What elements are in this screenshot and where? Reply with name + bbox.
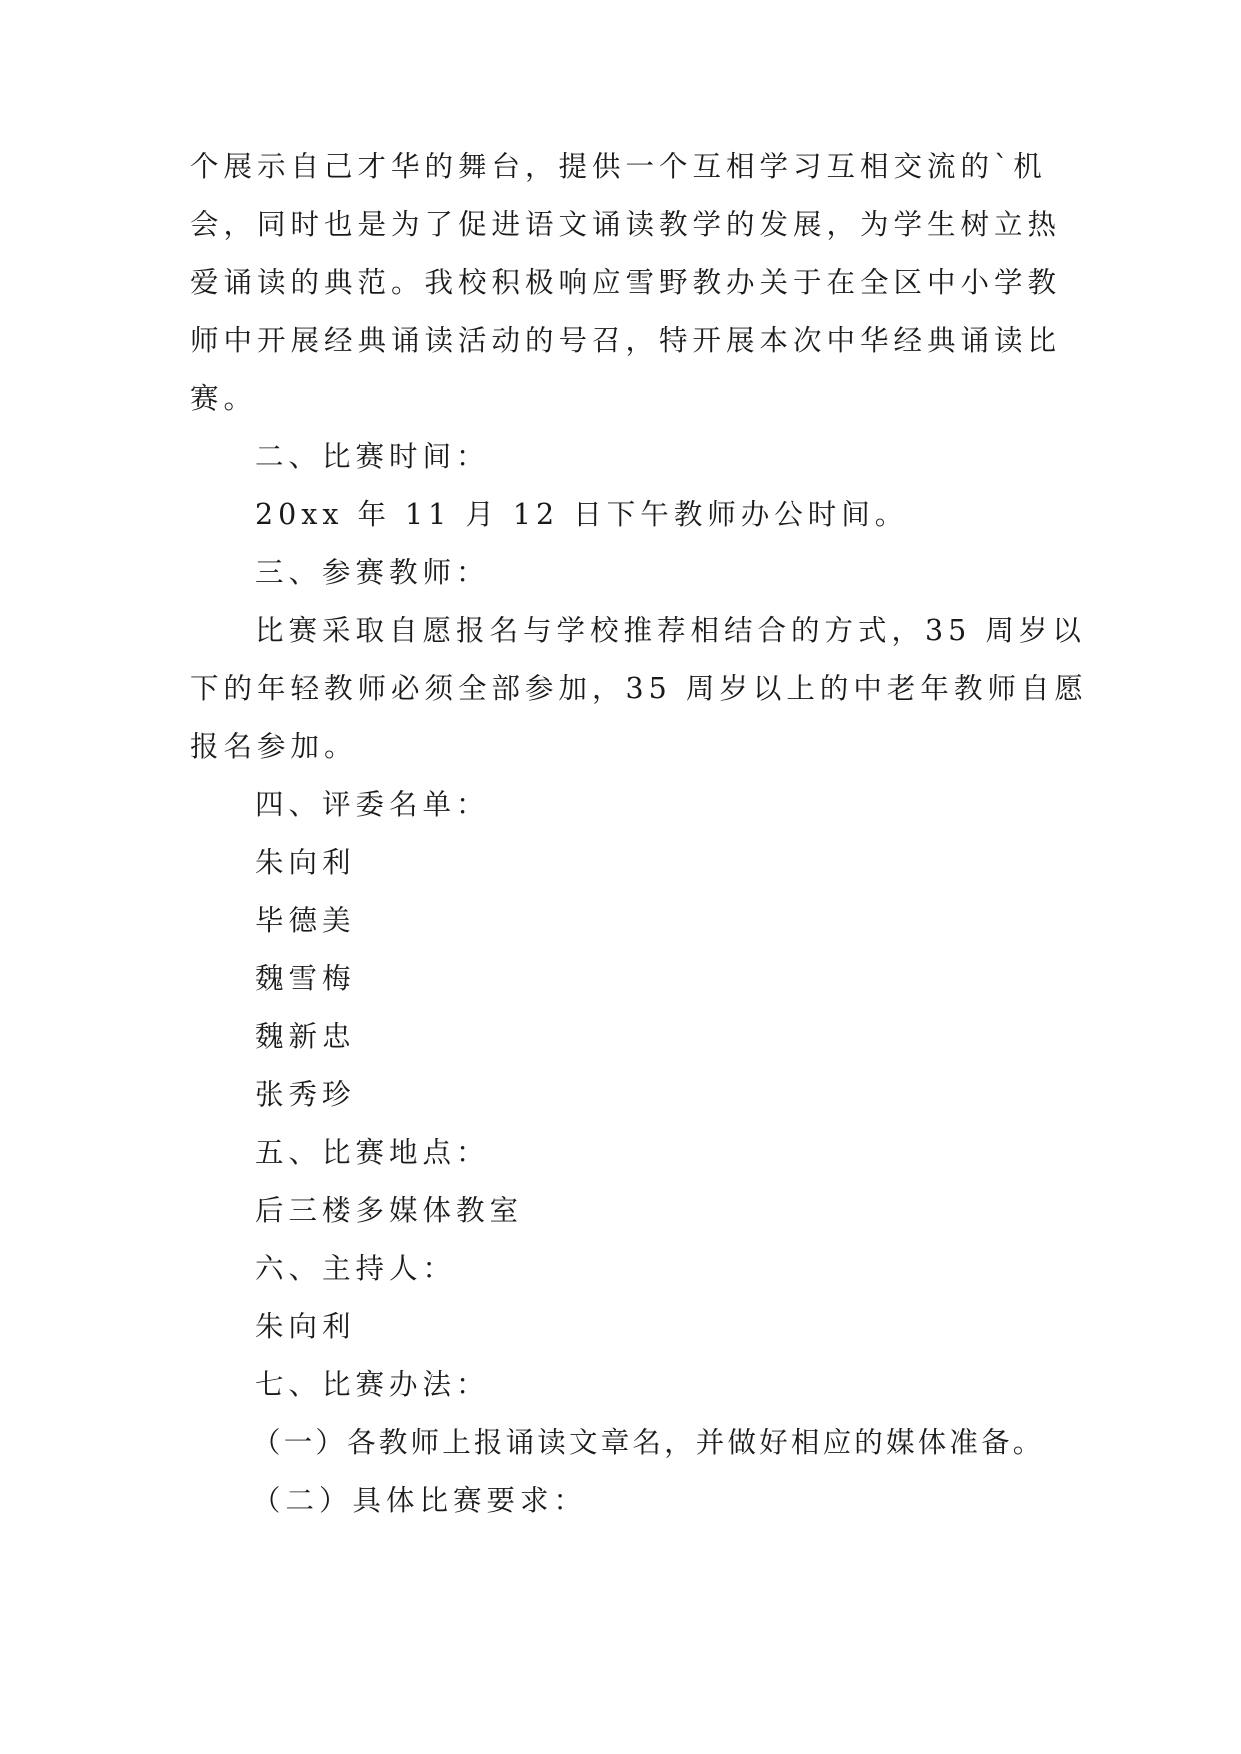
judge-name: 毕德美: [255, 904, 356, 937]
judge-name: 张秀珍: [255, 1078, 356, 1111]
intro-line: 师中开展经典诵读活动的号召，特开展本次中华经典诵读比: [190, 324, 1062, 357]
participants-line: 下的年轻教师必须全部参加，35 周岁以上的中老年教师自愿: [190, 672, 1088, 705]
intro-line: 个展示自己才华的舞台，提供一个互相学习互相交流的`机: [190, 150, 1047, 183]
section-body-time: 20xx 年 11 月 12 日下午教师办公时间。: [255, 498, 909, 531]
method-item: （二）具体比赛要求：: [252, 1484, 588, 1517]
method-item: （一）各教师上报诵读文章名，并做好相应的媒体准备。: [252, 1426, 1045, 1459]
section-body-location: 后三楼多媒体教室: [255, 1194, 524, 1227]
section-heading-time: 二、比赛时间：: [255, 440, 490, 473]
participants-line: 报名参加。: [190, 730, 358, 763]
section-body-host: 朱向利: [255, 1310, 356, 1343]
section-heading-judges: 四、评委名单：: [255, 788, 490, 821]
judge-name: 魏新忠: [255, 1020, 356, 1053]
judge-name: 魏雪梅: [255, 962, 356, 995]
judge-name: 朱向利: [255, 846, 356, 879]
intro-line: 赛。: [190, 382, 258, 415]
intro-line: 会，同时也是为了促进语文诵读教学的发展，为学生树立热: [190, 208, 1062, 241]
section-heading-participants: 三、参赛教师：: [255, 556, 490, 589]
section-heading-host: 六、主持人：: [255, 1252, 457, 1285]
section-heading-location: 五、比赛地点：: [255, 1136, 490, 1169]
intro-line: 爱诵读的典范。我校积极响应雪野教办关于在全区中小学教: [190, 266, 1062, 299]
participants-line: 比赛采取自愿报名与学校推荐相结合的方式，35 周岁以: [255, 614, 1086, 647]
section-heading-method: 七、比赛办法：: [255, 1368, 490, 1401]
